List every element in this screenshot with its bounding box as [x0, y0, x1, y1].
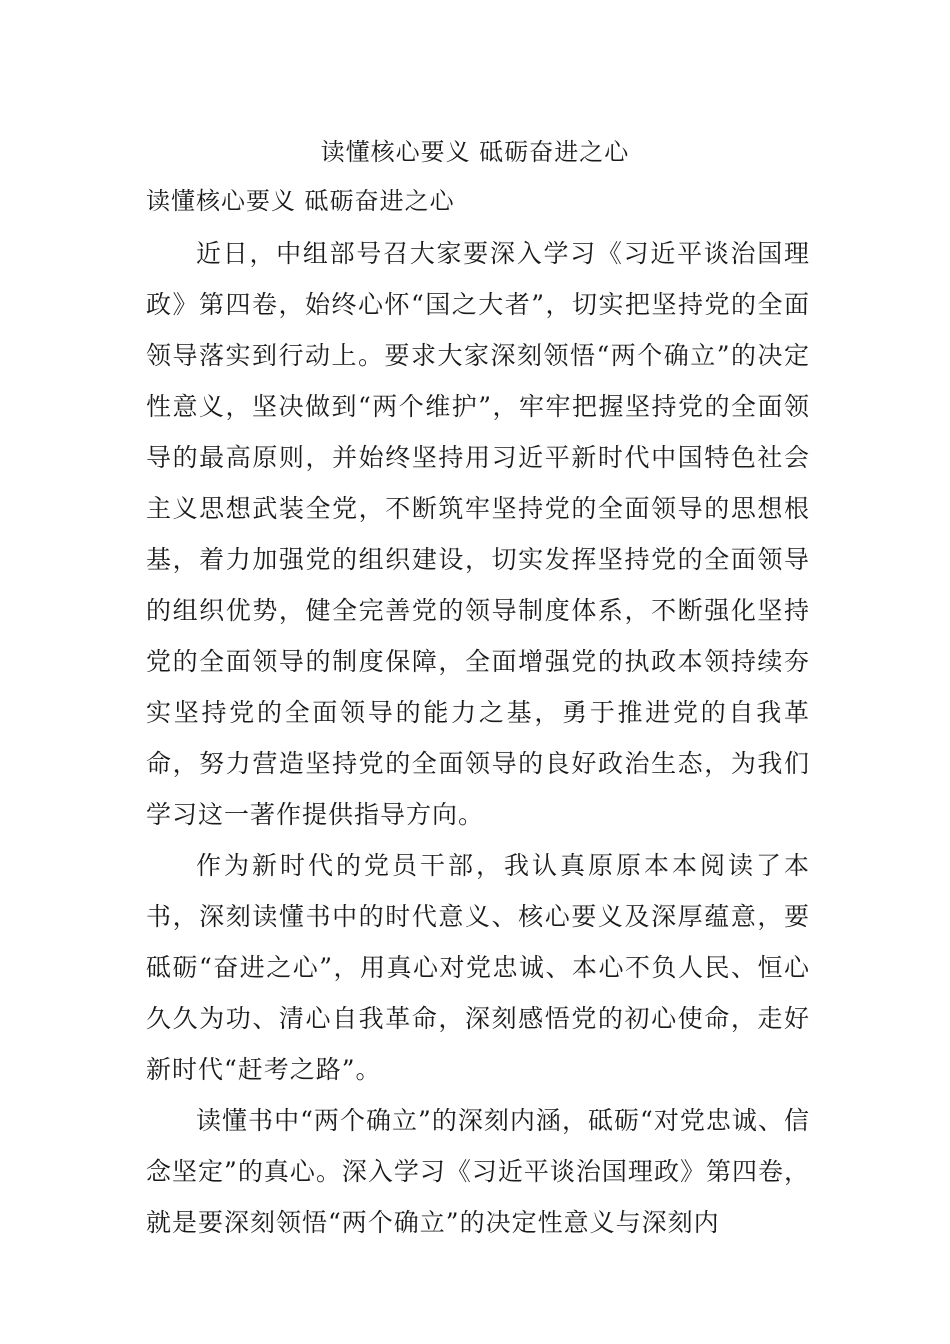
paragraph-intro: 近日，中组部号召大家要深入学习《习近平谈治国理政》第四卷，始终心怀“国之大者”，切实把坚持党的全面领导落实到行动上。要求大家深刻领悟“两个确立”的决定性意义，坚决做到“两个维护”，牢牢把握坚持党的全面领导的最高原则，并始终坚持用习近平新时代中国特色社会主义思想武装全党，不断筑牢坚持党的全面领导的思想根基，着力加强党的组织建设，切实发挥坚持党的全面领导的组织优势，健全完善党的领导制度体系，不断强化坚持党的全面领导的制度保障，全面增强党的执政本领持续夯实坚持党的全面领导的能力之基，勇于推进党的自我革命，努力营造坚持党的全面领导的良好政治生态，为我们学习这一著作提供指导方向。: [146, 239, 810, 829]
document-subtitle: 读懂核心要义 砥砺奋进之心: [146, 187, 455, 215]
document-title: 读懂核心要义 砥砺奋进之心: [320, 138, 630, 166]
paragraph-reading: 作为新时代的党员干部，我认真原原本本阅读了本书，深刻读懂书中的时代意义、核心要义及深厚蕴意，要砥砺“奋进之心”，用真心对党忠诚、本心不负人民、恒心久久为功、清心自我革命，深刻感悟党的初心使命，走好新时代“赶考之路”。: [146, 851, 810, 1084]
document-body: [146, 180, 810, 1248]
paragraph-two-establishments: 读懂书中“两个确立”的深刻内涵，砥砺“对党忠诚、信念坚定”的真心。深入学习《习近平谈治国理政》第四卷，就是要深刻领悟“两个确立”的决定性意义与深刻内: [146, 1106, 810, 1237]
